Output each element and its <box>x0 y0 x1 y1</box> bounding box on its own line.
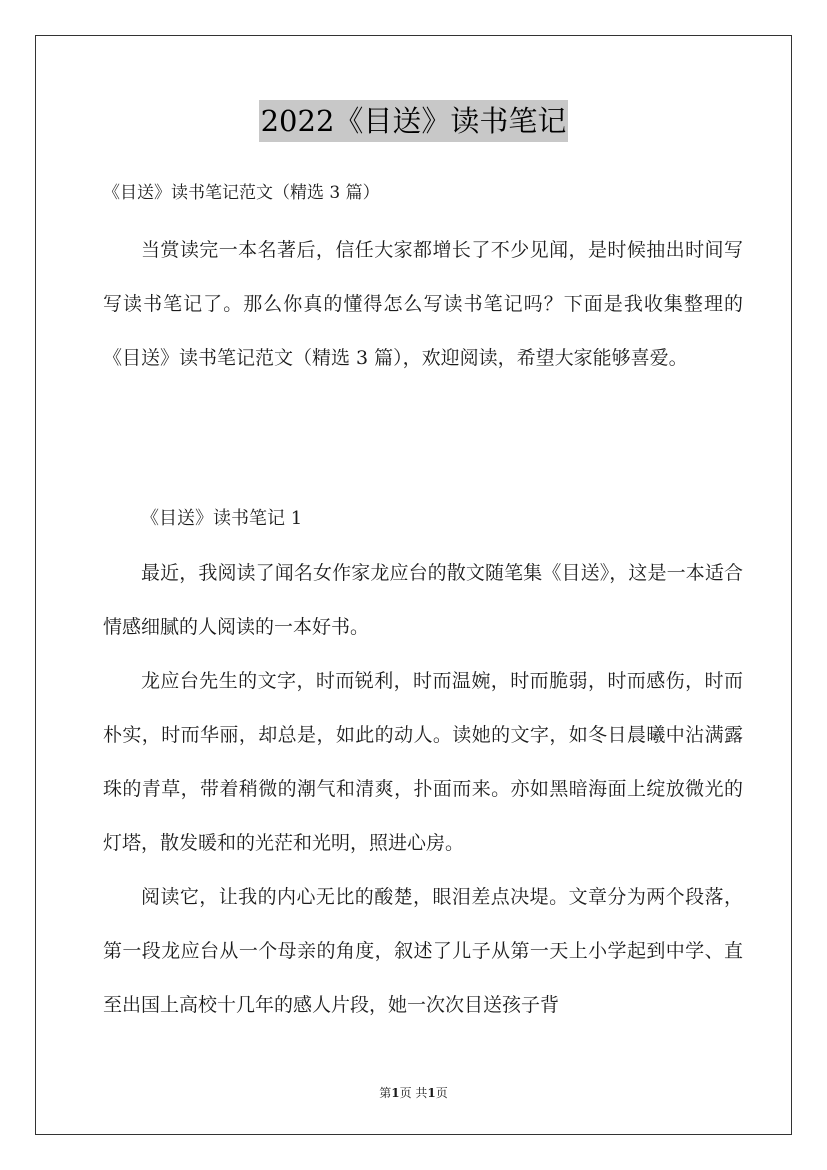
footer-mid: 页 共 <box>399 1086 428 1100</box>
body-paragraph-2: 龙应台先生的文字，时而锐利，时而温婉，时而脆弱，时而感伤，时而朴实，时而华丽，却总是，如此的动人。读她的文字，如冬日晨曦中沾满露珠的青草，带着稍微的潮气和清爽，扑面而来。亦如黑暗海面上绽放微光的灯塔，散发暖和的光茫和光明，照进心房。 <box>103 670 743 854</box>
body-paragraph-1: 最近，我阅读了闻名女作家龙应台的散文随笔集《目送》，这是一本适合情感细腻的人阅读的一本好书。 <box>103 562 743 638</box>
intro-paragraph: 当赏读完一本名著后，信任大家都增长了不少见闻，是时候抽出时间写写读书笔记了。那么你真的懂得怎么写读书笔记吗？下面是我收集整理的《目送》读书笔记范文（精选 3 篇），欢迎阅读，希望大家能够喜爱。 <box>103 239 743 369</box>
footer-page-number: 1 <box>391 1086 400 1100</box>
document-title: 2022《目送》读书笔记 <box>259 100 569 142</box>
section-heading: 《目送》读书笔记 1 <box>141 508 303 529</box>
footer-suffix: 页 <box>435 1086 448 1100</box>
title-container <box>0 100 827 142</box>
document-subtitle: 《目送》读书笔记范文（精选 3 篇） <box>103 183 380 203</box>
footer-prefix: 第 <box>379 1086 392 1100</box>
page-footer <box>0 1084 827 1102</box>
body-paragraph-3: 阅读它，让我的内心无比的酸楚，眼泪差点决堤。文章分为两个段落，第一段龙应台从一个母亲的角度，叙述了儿子从第一天上小学起到中学、直至出国上高校十几年的感人片段，她一次次目送孩子背 <box>103 886 743 1016</box>
footer-page-total: 1 <box>427 1086 436 1100</box>
body-section <box>103 546 743 1032</box>
intro-section <box>103 223 743 385</box>
